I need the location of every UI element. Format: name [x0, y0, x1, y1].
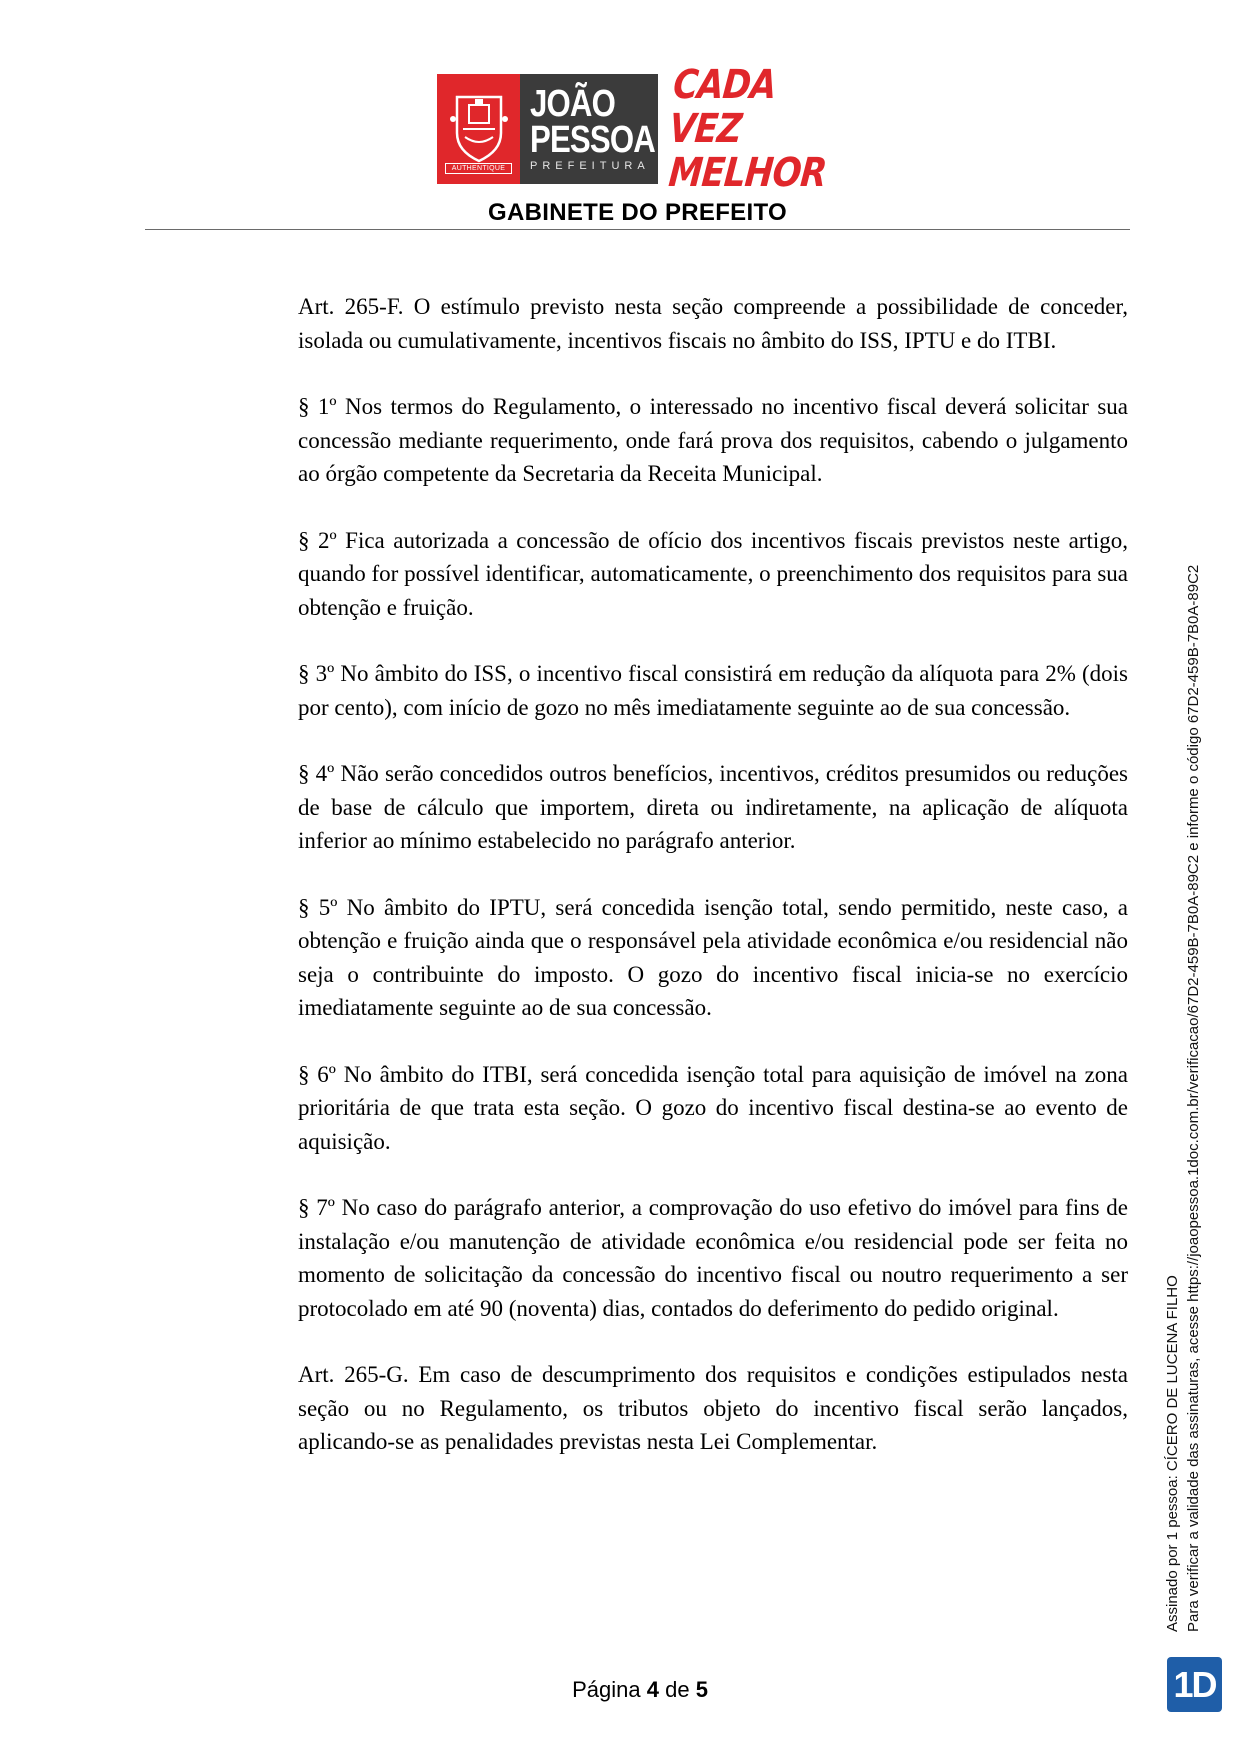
- signature-line2[interactable]: Para verificar a validade das assinaturas, acesse https://joaopessoa.1doc.com.br/verificacao/67D2-459B-7B0A-89C2 e informe o código 67D2-459B-7B0A-89C2: [1185, 564, 1202, 1632]
- page-number: 4: [646, 1677, 659, 1702]
- header-title: GABINETE DO PREFEITO: [488, 199, 787, 226]
- paragraph-3: § 3º No âmbito do ISS, o incentivo fiscal consistirá em redução da alíquota para 2% (dois por cento), com início de gozo no mês imediatamente seguinte ao de sua concessão.: [298, 661, 1128, 720]
- logo-city-name: [520, 74, 658, 184]
- logo-name-line1: JOÃO: [530, 83, 616, 125]
- 1doc-logo-icon: 1D: [1173, 1663, 1216, 1705]
- paragraph-2: § 2º Fica autorizada a concessão de ofício dos incentivos fiscais previstos neste artigo, quando for possível identificar, automaticamente, o preenchimento dos requisitos para sua obtenção e fruição.: [298, 527, 1128, 620]
- slogan-line1: CADA VEZ: [667, 62, 778, 152]
- page-total: 5: [695, 1677, 708, 1702]
- crest-motto: AUTHENTIQUE: [445, 163, 512, 174]
- signature-line1: Assinado por 1 pessoa: CÍCERO DE LUCENA FILHO: [1164, 1275, 1181, 1632]
- logo-name-line2: PESSOA: [530, 119, 655, 161]
- header-divider: [145, 229, 1130, 230]
- logo-name-line3: PREFEITURA: [530, 160, 650, 172]
- paragraph-1: § 1º Nos termos do Regulamento, o interessado no incentivo fiscal deverá solicitar sua concessão mediante requerimento, onde fará prova dos requisitos, cabendo o julgamento ao órgão competente da Secretaria da Receita Municipal.: [298, 394, 1128, 486]
- crest-emblem: [437, 74, 520, 184]
- prefeitura-logo: [437, 62, 837, 196]
- paragraph-art-265-g: Art. 265-G. Em caso de descumprimento dos requisitos e condições estipulados nesta seção ou no Regulamento, os tributos objeto do incentivo fiscal serão lançados, aplicando-se as penalidades previstas nesta Lei Complementar.: [298, 1362, 1128, 1454]
- 1doc-badge[interactable]: [1167, 1657, 1222, 1712]
- paragraph-7: § 7º No caso do parágrafo anterior, a comprovação do uso efetivo do imóvel para fins de instalação e/ou manutenção de atividade econômica e/ou residencial pode ser feita no momento de solicitação da concessão do incentivo fiscal ou noutro requerimento a ser protocolado em até 90 (noventa) dias, contados do deferimento do pedido original.: [298, 1195, 1128, 1321]
- logo-slogan: [658, 62, 837, 196]
- page-sep: de: [665, 1677, 690, 1702]
- crest-icon: [449, 89, 509, 169]
- paragraph-4: § 4º Não serão concedidos outros benefícios, incentivos, créditos presumidos ou reduções de base de cálculo que importem, direta ou indiretamente, na aplicação de alíquota inferior ao mínimo estabelecido no parágrafo anterior.: [298, 761, 1128, 853]
- signature-text: [1162, 565, 1204, 1632]
- slogan-line2: MELHOR: [666, 150, 829, 196]
- document-body: [298, 290, 1128, 1492]
- paragraph-5: § 5º No âmbito do IPTU, será concedida isenção total, sendo permitido, neste caso, a obtenção e fruição ainda que o responsável pela atividade econômica e/ou residencial não seja o contribuinte do imposto. O gozo do incentivo fiscal inicia-se no exercício imediatamente seguinte ao de sua concessão.: [298, 894, 1128, 1020]
- paragraph-art-265-f: Art. 265-F. O estímulo previsto nesta seção compreende a possibilidade de conceder, isolada ou cumulativamente, incentivos fiscais no âmbito do ISS, IPTU e do ITBI.: [298, 294, 1128, 353]
- page-footer: [0, 1677, 1241, 1703]
- page-prefix: Página: [572, 1677, 641, 1702]
- paragraph-6: § 6º No âmbito do ITBI, será concedida isenção total para aquisição de imóvel na zona prioritária de que trata esta seção. O gozo do incentivo fiscal destina-se ao evento de aquisição.: [298, 1061, 1128, 1154]
